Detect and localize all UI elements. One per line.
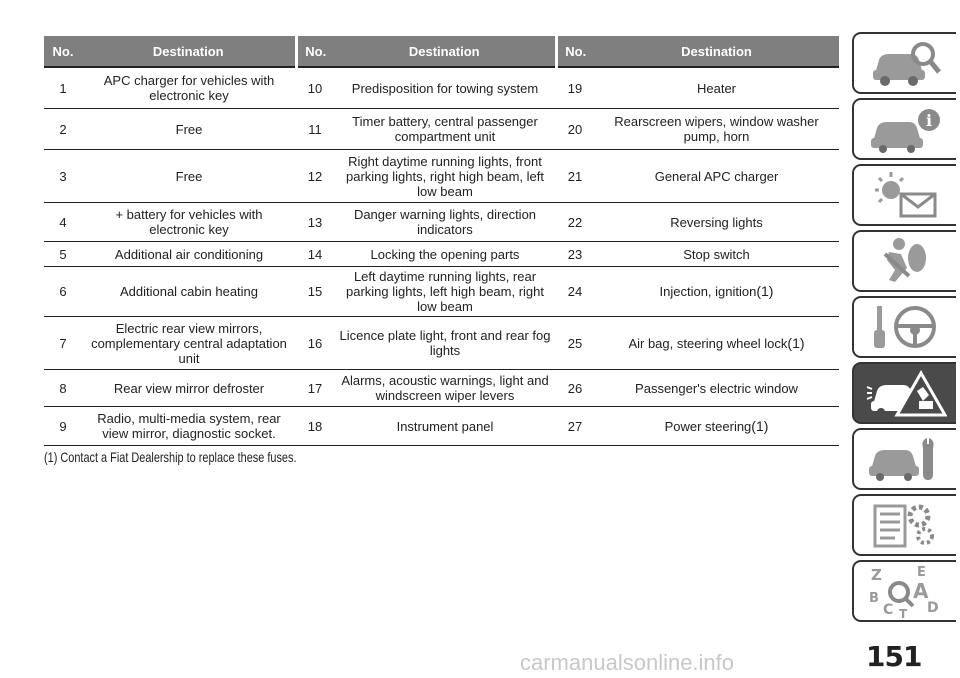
fuse-number: 19 <box>556 67 594 109</box>
fuse-number: 13 <box>296 203 334 242</box>
tab-car-magnifier[interactable] <box>852 32 956 94</box>
table-row <box>44 150 839 203</box>
svg-text:D: D <box>927 600 939 616</box>
table-row <box>44 267 839 317</box>
table-row <box>44 203 839 242</box>
svg-text:T: T <box>899 607 908 618</box>
car-emergency-warning-icon <box>863 367 947 419</box>
fuse-destination: Predisposition for towing system <box>334 67 556 109</box>
alphabetical-index-icon <box>865 564 945 618</box>
fuse-destination: Timer battery, central passenger compartment unit <box>334 109 556 150</box>
fuse-destination: Right daytime running lights, front parking lights, right high beam, left low beam <box>334 150 556 203</box>
footnote-marker: (1) <box>756 283 774 299</box>
fuse-number: 24 <box>556 267 594 317</box>
tab-index[interactable] <box>852 560 956 622</box>
seat-airbag-icon <box>865 236 945 286</box>
fuse-table <box>44 36 839 446</box>
car-magnifier-icon <box>865 38 945 88</box>
svg-text:A: A <box>913 579 929 603</box>
header-destination-3: Destination <box>594 36 839 67</box>
table-row <box>44 242 839 267</box>
fuse-destination: General APC charger <box>594 150 839 203</box>
table-row <box>44 407 839 446</box>
fuse-destination: Additional air conditioning <box>82 242 296 267</box>
warning-light-envelope-icon <box>865 170 945 220</box>
fuse-number: 1 <box>44 67 82 109</box>
fuse-destination: Additional cabin heating <box>82 267 296 317</box>
fuse-number: 10 <box>296 67 334 109</box>
fuse-number: 23 <box>556 242 594 267</box>
tab-car-info[interactable] <box>852 98 956 160</box>
svg-text:i: i <box>926 111 933 130</box>
fuse-destination: Danger warning lights, direction indicators <box>334 203 556 242</box>
table-row <box>44 317 839 370</box>
fuse-number: 4 <box>44 203 82 242</box>
footnote: (1) Contact a Fiat Dealership to replace these fuses. <box>44 449 297 465</box>
fuse-destination-text: Power steering <box>664 418 752 434</box>
fuse-number: 7 <box>44 317 82 370</box>
fuse-number: 12 <box>296 150 334 203</box>
fuse-destination: Licence plate light, front and rear fog lights <box>334 317 556 370</box>
fuse-number: 18 <box>296 407 334 446</box>
fuse-number: 2 <box>44 109 82 150</box>
svg-text:E: E <box>917 565 926 580</box>
table-row <box>44 370 839 407</box>
car-wrench-icon <box>865 434 945 484</box>
fuse-number: 22 <box>556 203 594 242</box>
svg-text:B: B <box>869 591 879 606</box>
tab-warning-lights[interactable] <box>852 164 956 226</box>
svg-text:C: C <box>883 602 894 618</box>
fuse-destination: Locking the opening parts <box>334 242 556 267</box>
fuse-destination <box>594 317 839 370</box>
fuse-number: 6 <box>44 267 82 317</box>
fuse-table-container <box>44 36 839 465</box>
fuse-destination: Free <box>82 109 296 150</box>
fuse-destination: + battery for vehicles with electronic key <box>82 203 296 242</box>
fuse-destination <box>594 407 839 446</box>
fuse-destination: Instrument panel <box>334 407 556 446</box>
car-info-icon <box>865 104 945 154</box>
fuse-number: 14 <box>296 242 334 267</box>
table-header-row <box>44 36 839 67</box>
chapter-tabs <box>852 32 960 626</box>
watermark: carmanualsonline.info <box>520 650 735 675</box>
fuse-destination: Heater <box>594 67 839 109</box>
table-row <box>44 67 839 109</box>
tab-seat-airbag[interactable] <box>852 230 956 292</box>
tab-specifications[interactable] <box>852 494 956 556</box>
header-no-2: No. <box>296 36 334 67</box>
footnote-marker: (1) <box>787 334 805 351</box>
fuse-number: 27 <box>556 407 594 446</box>
fuse-destination: Rear view mirror defroster <box>82 370 296 407</box>
fuse-number: 20 <box>556 109 594 150</box>
tab-emergency[interactable] <box>852 362 956 424</box>
header-no-3: No. <box>556 36 594 67</box>
fuse-number: 15 <box>296 267 334 317</box>
tab-key-steering[interactable] <box>852 296 956 358</box>
fuse-destination: Radio, multi-media system, rear view mirror, diagnostic socket. <box>82 407 296 446</box>
fuse-destination-text: Air bag, steering wheel lock <box>628 335 788 351</box>
svg-text:Z: Z <box>871 566 882 584</box>
specifications-gears-icon <box>865 500 945 550</box>
fuse-destination <box>594 267 839 317</box>
header-destination-1: Destination <box>82 36 296 67</box>
key-steering-wheel-icon <box>865 302 945 352</box>
fuse-destination: Alarms, acoustic warnings, light and windscreen wiper levers <box>334 370 556 407</box>
fuse-number: 8 <box>44 370 82 407</box>
fuse-destination: Stop switch <box>594 242 839 267</box>
header-destination-2: Destination <box>334 36 556 67</box>
footnote-marker: (1) <box>751 417 769 434</box>
fuse-number: 25 <box>556 317 594 370</box>
fuse-number: 26 <box>556 370 594 407</box>
fuse-destination-text: Injection, ignition <box>659 284 757 299</box>
fuse-destination: Free <box>82 150 296 203</box>
fuse-destination: Electric rear view mirrors, complementary central adaptation unit <box>82 317 296 370</box>
fuse-destination: APC charger for vehicles with electronic key <box>82 67 296 109</box>
fuse-destination: Rearscreen wipers, window washer pump, horn <box>594 109 839 150</box>
fuse-number: 5 <box>44 242 82 267</box>
fuse-number: 3 <box>44 150 82 203</box>
fuse-number: 16 <box>296 317 334 370</box>
fuse-number: 9 <box>44 407 82 446</box>
page-number: 151 <box>866 640 922 673</box>
fuse-destination: Passenger's electric window <box>594 370 839 407</box>
fuse-number: 17 <box>296 370 334 407</box>
fuse-number: 11 <box>296 109 334 150</box>
table-row <box>44 109 839 150</box>
header-no-1: No. <box>44 36 82 67</box>
fuse-destination: Reversing lights <box>594 203 839 242</box>
fuse-number: 21 <box>556 150 594 203</box>
fuse-destination: Left daytime running lights, rear parking lights, left high beam, right low beam <box>334 267 556 317</box>
tab-maintenance[interactable] <box>852 428 956 490</box>
